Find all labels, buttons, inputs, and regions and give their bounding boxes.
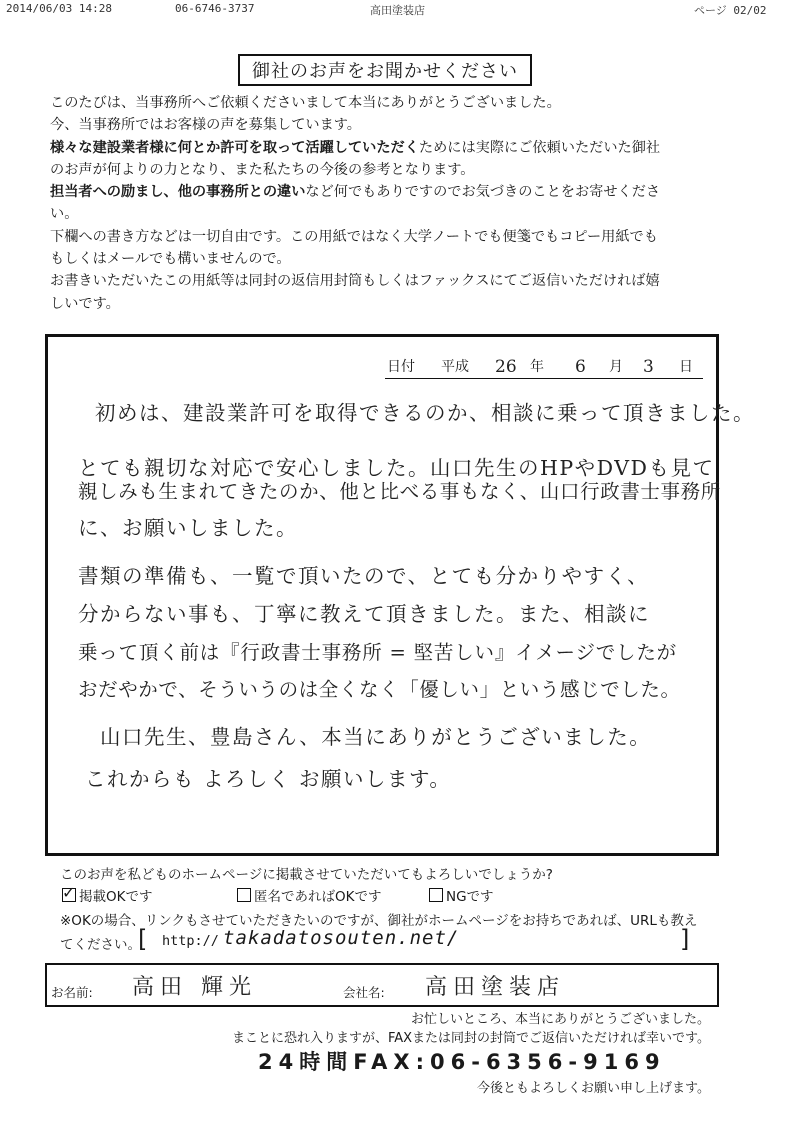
comment-line: 親しみも生まれてきたのか、他と比べる事もなく、山口行政書士事務所	[78, 480, 721, 503]
intro-line: 担当者への励まし、他の事務所との違いなど何でもありですのでお気づきのことをお寄せくださ	[50, 184, 661, 201]
checkbox-checked-icon[interactable]	[62, 888, 76, 902]
name-label: お名前:	[51, 985, 93, 1000]
link-request-line: ※OKの場合、リンクもさせていただきたいのですが、御社がホームページをお持ちであれば、URLも教え	[60, 913, 698, 929]
fax-page: ページ 02/02	[694, 4, 767, 17]
intro-line: もしくはメールでも構いませんので。	[50, 251, 291, 268]
intro-line: 下欄への書き方などは一切自由です。この用紙ではなく大学ノートでも便箋でもコピー用紙でも	[50, 228, 658, 245]
comment-line: に、お願いしました。	[78, 516, 298, 540]
fax-timestamp: 2014/06/03 14:28	[6, 2, 112, 15]
company-value: 高田塗装店	[425, 975, 566, 1000]
date-year: 26	[495, 357, 517, 377]
fax-number: 06-6746-3737	[175, 2, 255, 15]
date-era: 平成	[441, 359, 469, 375]
date-month: 6	[575, 357, 586, 377]
closing-thanks: お忙しいところ、本当にありがとうございました。	[410, 1012, 710, 1027]
intro-line: しいです。	[50, 295, 120, 312]
intro-emphasis: 担当者への励まし、他の事務所との違い	[50, 184, 306, 201]
comment-line: これからも よろしく お願いします。	[85, 767, 452, 791]
closing-regards: 今後ともよろしくお願い申し上げます。	[477, 1081, 710, 1096]
intro-emphasis: 様々な建設業者様に何とか許可を取って活躍していただく	[50, 139, 419, 156]
date-month-unit: 月	[609, 359, 623, 375]
url-value: takadatosouten.net/	[223, 927, 460, 949]
url-close-bracket-icon: ]	[680, 925, 690, 953]
option-ng[interactable]: NGです	[429, 885, 494, 905]
comment-line: 書類の準備も、一覧で頂いたので、とても分かりやすく、	[78, 564, 650, 588]
intro-line: い。	[50, 206, 79, 223]
publish-question: このお声を私どものホームページに掲載させていただいてもよろしいでしょうか?	[60, 867, 553, 883]
comment-line: おだやかで、そういうのは全くなく「優しい」という感じでした。	[78, 678, 681, 701]
date-day-unit: 日	[679, 359, 693, 375]
checkbox-icon[interactable]	[237, 888, 251, 902]
comment-line: 初めは、建設業許可を取得できるのか、相談に乗って頂きました。	[95, 401, 755, 425]
url-prefix: http://	[162, 933, 219, 949]
date-day: 3	[643, 357, 654, 377]
intro-line: お書きいただいたこの用紙等は同封の返信用封筒もしくはファックスにてご返信いただければ嬉	[50, 273, 660, 290]
name-value: 高田 輝光	[132, 975, 257, 1000]
fax-number-24h: 24時間FAX:06-6356-9169	[258, 1050, 666, 1074]
url-open-bracket-icon: [	[138, 925, 148, 953]
company-label: 会社名:	[343, 985, 385, 1000]
comment-line: 山口先生、豊島さん、本当にありがとうございました。	[100, 725, 652, 749]
date-label: 日付	[387, 359, 415, 375]
checkbox-icon[interactable]	[429, 888, 443, 902]
date-year-unit: 年	[530, 359, 544, 375]
page-title: 御社のお声をお聞かせください	[238, 54, 532, 86]
publish-options	[60, 885, 660, 905]
intro-line: 今、当事務所ではお客様の声を募集しています。	[50, 117, 361, 134]
intro-line: このたびは、当事務所へご依頼くださいまして本当にありがとうございました。	[50, 95, 561, 111]
date-field	[385, 356, 703, 379]
intro-line: のお声が何よりの力となり、また私たちの今後の参考となります。	[50, 161, 475, 178]
option-publish-ok[interactable]: ✓ 掲載OKです	[62, 885, 152, 905]
name-box	[45, 963, 719, 1007]
fax-header	[0, 2, 800, 18]
option-anonymous[interactable]: 匿名であればOKです	[237, 885, 381, 905]
intro-text	[50, 92, 740, 315]
comment-line: 分からない事も、丁寧に教えて頂きました。また、相談に	[78, 602, 650, 626]
fax-sender: 高田塗装店	[370, 4, 425, 17]
intro-line: 様々な建設業者様に何とか許可を取って活躍していただくためには実際にご依頼いただいた御社	[50, 139, 661, 156]
closing-request: まことに恐れ入りますが、FAXまたは同封の封筒でご返信いただければ幸いです。	[231, 1031, 710, 1046]
link-request-line: てください。	[60, 937, 141, 953]
comment-line: とても親切な対応で安心しました。山口先生のHPやDVDも見て	[78, 456, 715, 480]
comment-line: 乗って頂く前は『行政書士事務所 = 堅苦しい』イメージでしたが	[78, 641, 677, 664]
